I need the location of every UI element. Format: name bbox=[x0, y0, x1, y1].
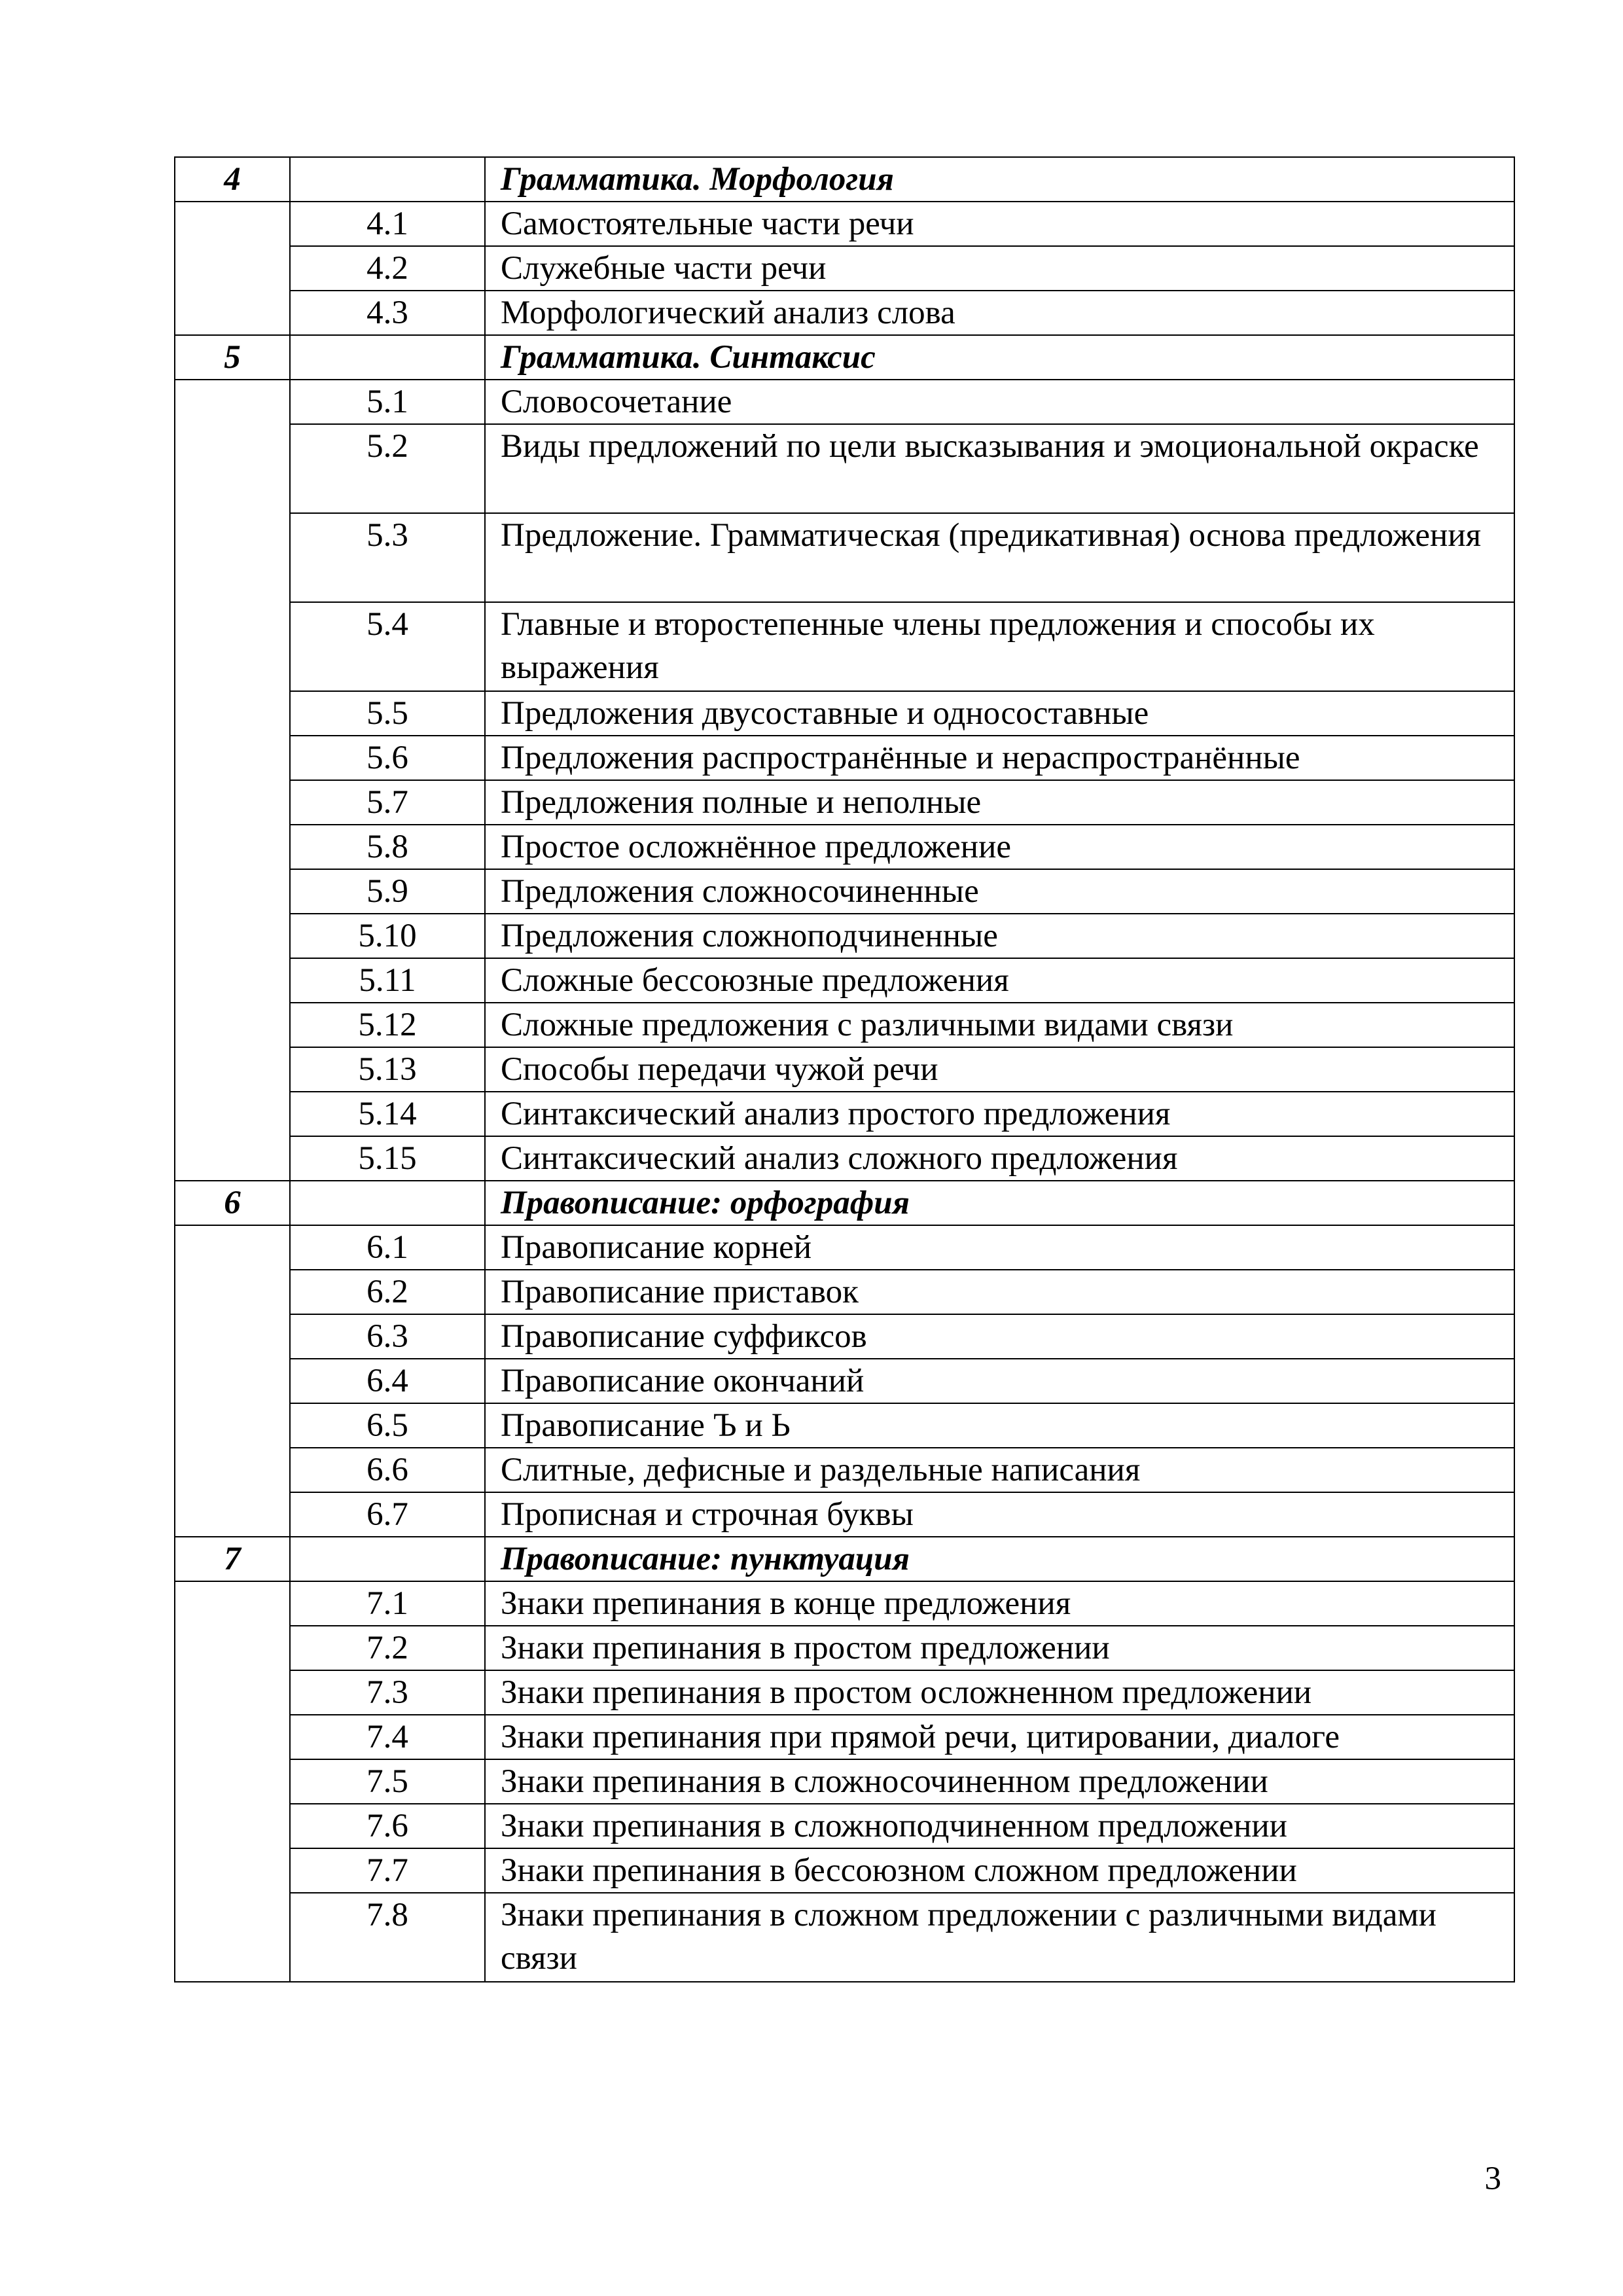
section-number: 6 bbox=[175, 1181, 290, 1225]
topic-row bbox=[175, 1314, 1514, 1359]
section-code-cell bbox=[290, 157, 485, 202]
topic-code: 5.6 bbox=[290, 736, 485, 780]
topic-row bbox=[175, 380, 1514, 424]
topic-title: Предложения сложноподчиненные bbox=[485, 914, 1514, 958]
topic-row bbox=[175, 1804, 1514, 1848]
page-number: 3 bbox=[1484, 2161, 1501, 2197]
section-title: Грамматика. Синтаксис bbox=[485, 335, 1514, 380]
topic-code: 4.3 bbox=[290, 291, 485, 335]
topic-code: 7.7 bbox=[290, 1848, 485, 1893]
topic-code: 5.7 bbox=[290, 780, 485, 825]
topic-title: Словосочетание bbox=[485, 380, 1514, 424]
topic-row bbox=[175, 1003, 1514, 1047]
topic-title: Предложения сложносочиненные bbox=[485, 869, 1514, 914]
topic-row bbox=[175, 1759, 1514, 1804]
topic-title: Знаки препинания при прямой речи, цитировании, диалоге bbox=[485, 1715, 1514, 1759]
topic-title: Знаки препинания в сложноподчиненном предложении bbox=[485, 1804, 1514, 1848]
section-title: Правописание: пунктуация bbox=[485, 1537, 1514, 1581]
topic-code: 6.6 bbox=[290, 1448, 485, 1492]
topic-row bbox=[175, 869, 1514, 914]
topic-row bbox=[175, 958, 1514, 1003]
topic-code: 5.10 bbox=[290, 914, 485, 958]
topic-title: Правописание суффиксов bbox=[485, 1314, 1514, 1359]
topic-row bbox=[175, 1047, 1514, 1092]
topic-code: 5.3 bbox=[290, 513, 485, 602]
topic-code: 6.5 bbox=[290, 1403, 485, 1448]
topic-code: 7.8 bbox=[290, 1893, 485, 1982]
topic-code: 5.5 bbox=[290, 691, 485, 736]
section-number: 7 bbox=[175, 1537, 290, 1581]
topic-title: Знаки препинания в бессоюзном сложном предложении bbox=[485, 1848, 1514, 1893]
topic-code: 7.6 bbox=[290, 1804, 485, 1848]
topic-code: 7.4 bbox=[290, 1715, 485, 1759]
topic-row bbox=[175, 1626, 1514, 1670]
topic-row bbox=[175, 1670, 1514, 1715]
section-number: 5 bbox=[175, 335, 290, 380]
section-row bbox=[175, 335, 1514, 380]
topic-title: Предложение. Грамматическая (предикативная) основа предложения bbox=[485, 513, 1514, 602]
topic-code: 7.5 bbox=[290, 1759, 485, 1804]
section-row bbox=[175, 157, 1514, 202]
section-code-cell bbox=[290, 1537, 485, 1581]
topic-code: 6.4 bbox=[290, 1359, 485, 1403]
topic-title: Синтаксический анализ сложного предложения bbox=[485, 1136, 1514, 1181]
topic-code: 5.11 bbox=[290, 958, 485, 1003]
topic-title: Способы передачи чужой речи bbox=[485, 1047, 1514, 1092]
topic-title: Прописная и строчная буквы bbox=[485, 1492, 1514, 1537]
section-blank-cell bbox=[175, 1581, 290, 1982]
topic-row bbox=[175, 246, 1514, 291]
topic-code: 4.1 bbox=[290, 202, 485, 246]
topic-row bbox=[175, 914, 1514, 958]
topic-title: Морфологический анализ слова bbox=[485, 291, 1514, 335]
topic-row bbox=[175, 1581, 1514, 1626]
topic-code: 5.15 bbox=[290, 1136, 485, 1181]
topic-title: Знаки препинания в сложносочиненном предложении bbox=[485, 1759, 1514, 1804]
topic-title: Предложения распространённые и нераспространённые bbox=[485, 736, 1514, 780]
topic-row bbox=[175, 291, 1514, 335]
section-number: 4 bbox=[175, 157, 290, 202]
topic-title: Главные и второстепенные члены предложения и способы их выражения bbox=[485, 602, 1514, 691]
topic-row bbox=[175, 602, 1514, 691]
topic-row bbox=[175, 1448, 1514, 1492]
topic-title: Правописание приставок bbox=[485, 1270, 1514, 1314]
section-title: Грамматика. Морфология bbox=[485, 157, 1514, 202]
topic-title: Предложения полные и неполные bbox=[485, 780, 1514, 825]
topic-row bbox=[175, 1092, 1514, 1136]
topic-row bbox=[175, 424, 1514, 513]
topic-code: 6.3 bbox=[290, 1314, 485, 1359]
topic-code: 6.1 bbox=[290, 1225, 485, 1270]
topic-code: 5.14 bbox=[290, 1092, 485, 1136]
topic-code: 5.9 bbox=[290, 869, 485, 914]
topic-code: 5.13 bbox=[290, 1047, 485, 1092]
section-title: Правописание: орфография bbox=[485, 1181, 1514, 1225]
topic-row bbox=[175, 202, 1514, 246]
section-row bbox=[175, 1537, 1514, 1581]
topic-title: Правописание корней bbox=[485, 1225, 1514, 1270]
topics-table bbox=[174, 156, 1515, 1982]
topic-row bbox=[175, 1225, 1514, 1270]
topic-row bbox=[175, 1893, 1514, 1982]
topic-title: Служебные части речи bbox=[485, 246, 1514, 291]
section-row bbox=[175, 1181, 1514, 1225]
topic-code: 6.7 bbox=[290, 1492, 485, 1537]
topic-row bbox=[175, 1848, 1514, 1893]
topic-code: 7.2 bbox=[290, 1626, 485, 1670]
topic-row bbox=[175, 825, 1514, 869]
topic-title: Сложные бессоюзные предложения bbox=[485, 958, 1514, 1003]
topic-row bbox=[175, 1359, 1514, 1403]
topic-title: Правописание окончаний bbox=[485, 1359, 1514, 1403]
section-code-cell bbox=[290, 335, 485, 380]
topic-title: Самостоятельные части речи bbox=[485, 202, 1514, 246]
section-blank-cell bbox=[175, 202, 290, 335]
topic-code: 5.12 bbox=[290, 1003, 485, 1047]
topic-row bbox=[175, 1492, 1514, 1537]
topic-row bbox=[175, 1403, 1514, 1448]
topic-code: 6.2 bbox=[290, 1270, 485, 1314]
topic-row bbox=[175, 1715, 1514, 1759]
section-blank-cell bbox=[175, 1225, 290, 1537]
topic-row bbox=[175, 780, 1514, 825]
topic-title: Виды предложений по цели высказывания и эмоциональной окраске bbox=[485, 424, 1514, 513]
topic-title: Слитные, дефисные и раздельные написания bbox=[485, 1448, 1514, 1492]
topic-row bbox=[175, 1270, 1514, 1314]
topic-code: 5.1 bbox=[290, 380, 485, 424]
topic-title: Синтаксический анализ простого предложения bbox=[485, 1092, 1514, 1136]
topic-code: 4.2 bbox=[290, 246, 485, 291]
topic-code: 7.1 bbox=[290, 1581, 485, 1626]
topic-row bbox=[175, 1136, 1514, 1181]
topic-title: Правописание Ъ и Ь bbox=[485, 1403, 1514, 1448]
topic-row bbox=[175, 691, 1514, 736]
section-code-cell bbox=[290, 1181, 485, 1225]
topic-code: 7.3 bbox=[290, 1670, 485, 1715]
topic-title: Сложные предложения с различными видами связи bbox=[485, 1003, 1514, 1047]
topic-code: 5.4 bbox=[290, 602, 485, 691]
section-blank-cell bbox=[175, 380, 290, 1181]
topic-title: Знаки препинания в конце предложения bbox=[485, 1581, 1514, 1626]
topic-title: Знаки препинания в сложном предложении с различными видами связи bbox=[485, 1893, 1514, 1982]
topic-row bbox=[175, 513, 1514, 602]
topic-title: Знаки препинания в простом предложении bbox=[485, 1626, 1514, 1670]
topic-title: Предложения двусоставные и односоставные bbox=[485, 691, 1514, 736]
topic-row bbox=[175, 736, 1514, 780]
topic-code: 5.2 bbox=[290, 424, 485, 513]
topic-title: Знаки препинания в простом осложненном предложении bbox=[485, 1670, 1514, 1715]
topic-code: 5.8 bbox=[290, 825, 485, 869]
topic-title: Простое осложнённое предложение bbox=[485, 825, 1514, 869]
